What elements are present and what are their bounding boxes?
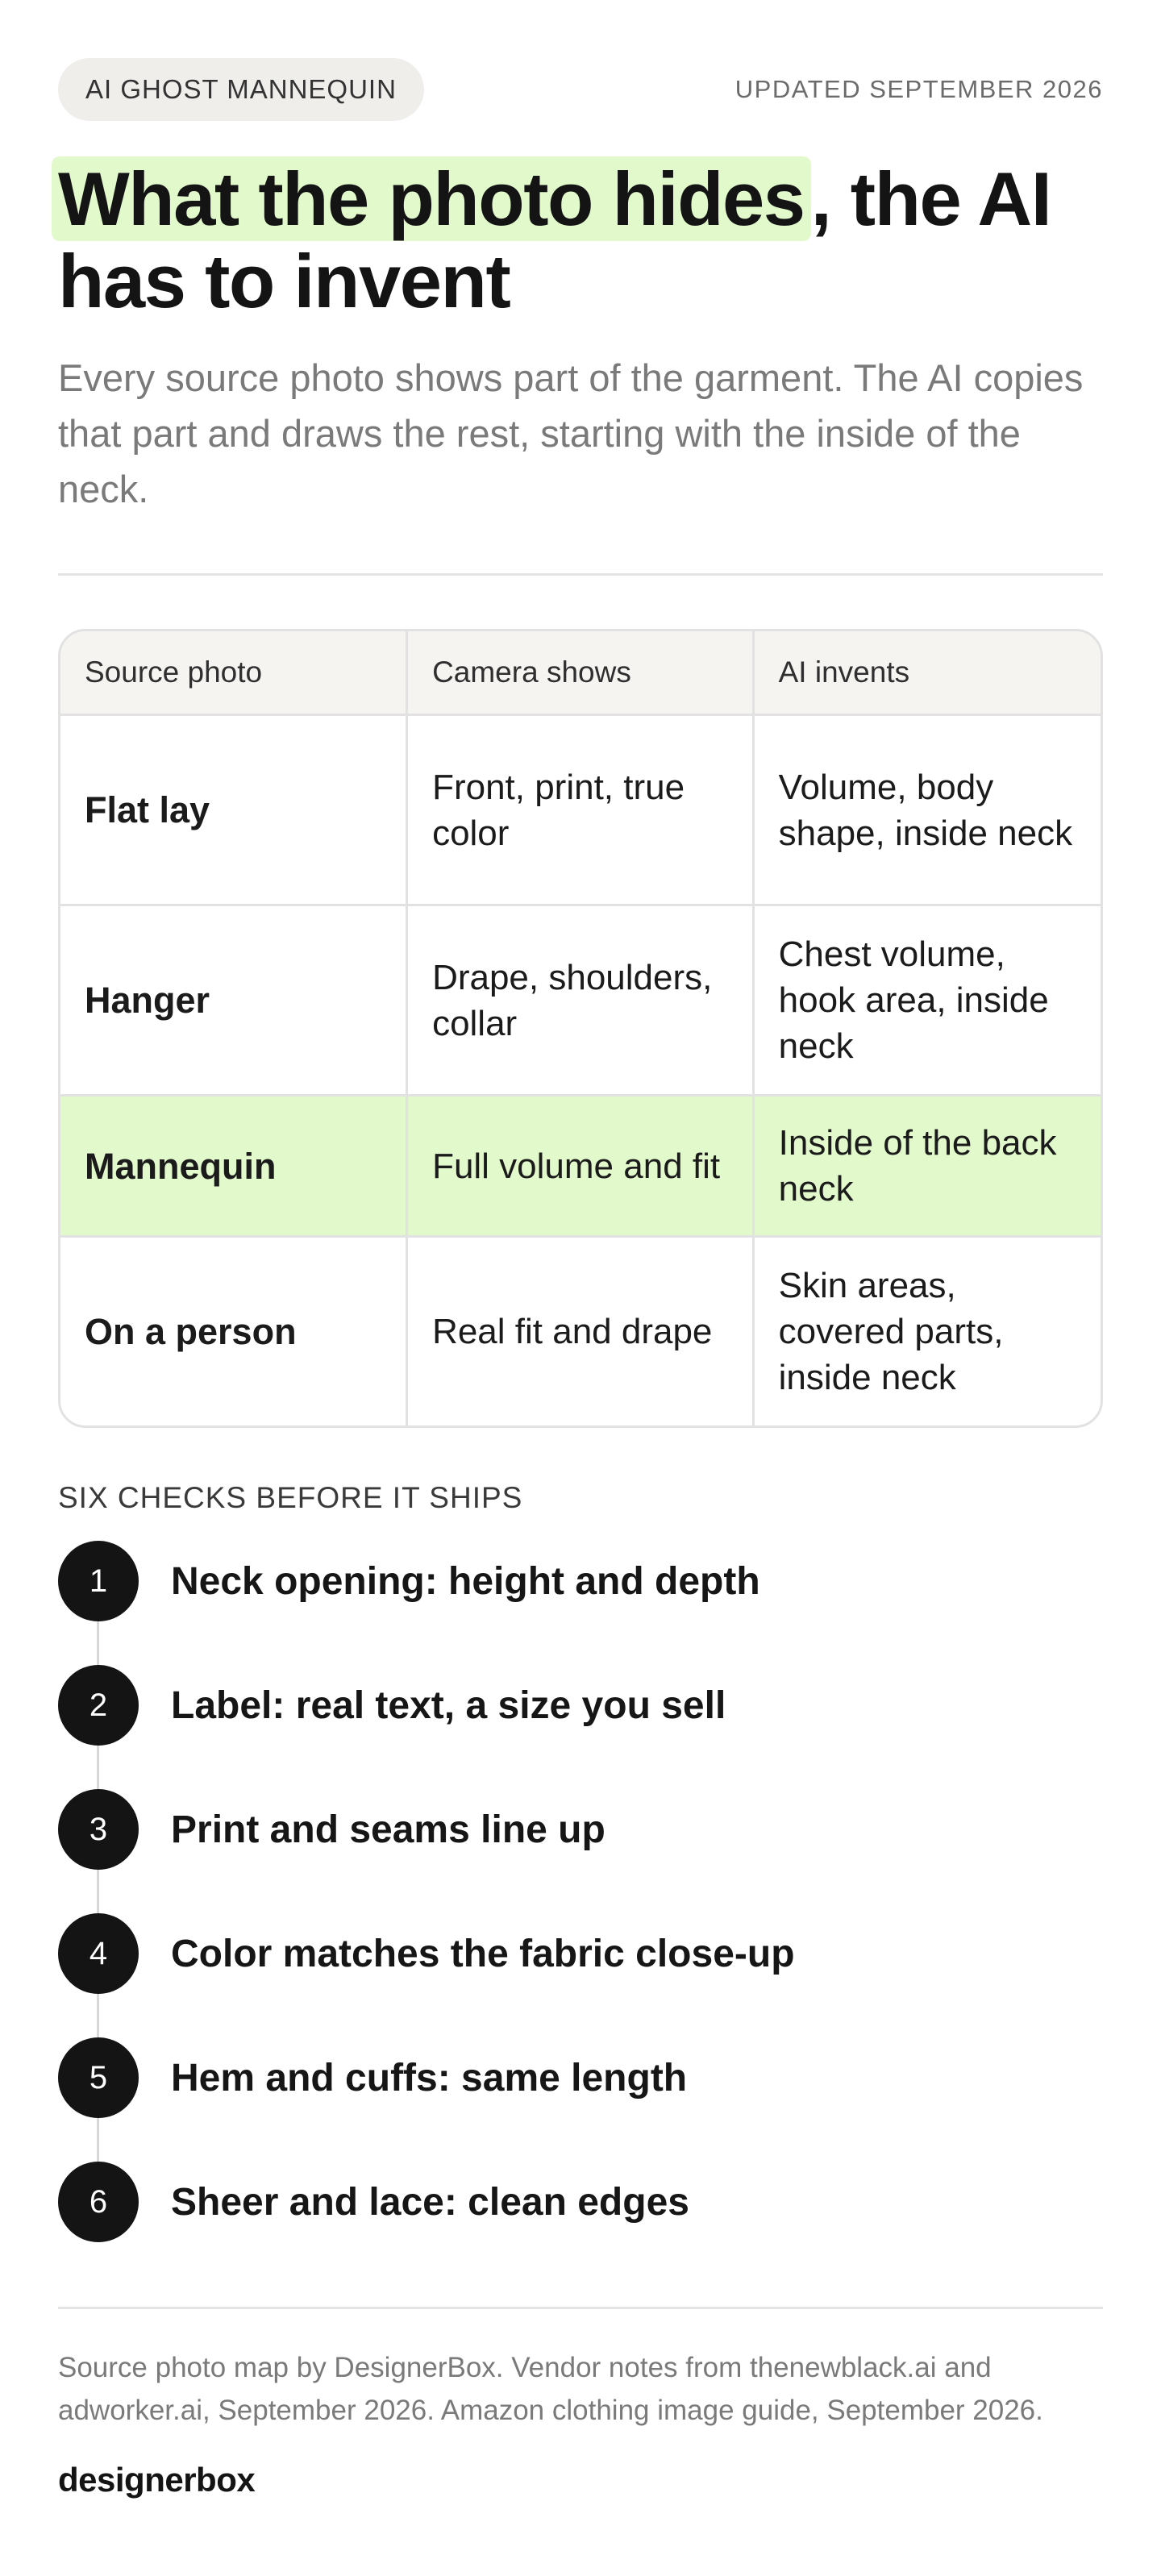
intro-paragraph: Every source photo shows part of the garment. The AI copies that part and draws the rest, starting with the inside of the neck. [58,356,1084,510]
cell-invents: Skin areas, covered parts, inside neck [778,1266,1004,1397]
cell-shows: Drape, shoulders, collar [407,905,754,1096]
check-label: Print and seams line up [171,1808,605,1851]
table-row [60,715,1101,905]
updated-date: UPDATED SEPTEMBER 2026 [734,75,1103,103]
table-row [60,1237,1101,1426]
cell-source: Flat lay [60,715,407,905]
table-header-row [60,631,1101,715]
top-bar [58,58,1103,121]
list-item [58,1541,1103,1621]
column-header-source: Source photo [60,631,407,715]
checks-list [58,1541,1103,2242]
step-number-badge: 6 [58,2162,139,2242]
cell-invents: Chest volume, hook area, inside neck [753,905,1101,1096]
table-row-highlighted [60,1096,1101,1237]
source-notes: Source photo map by DesignerBox. Vendor notes from thenewblack.ai and adworker.ai, September 2026. Amazon clothing image guide, September 2026. [58,2352,1043,2426]
table-row [60,905,1101,1096]
source-photo-table [58,629,1103,1428]
checks-heading: SIX CHECKS BEFORE IT SHIPS [58,1481,523,1514]
list-item [58,1789,1103,1870]
cell-shows: Full volume and fit [407,1096,754,1237]
page-title [58,158,1103,323]
step-number-badge: 1 [58,1541,139,1621]
cell-invents: Inside of the back neck [753,1096,1101,1237]
step-number-badge: 2 [58,1665,139,1746]
step-number-badge: 4 [58,1913,139,1994]
cell-invents: Volume, body shape, inside neck [753,715,1101,905]
cell-source: Mannequin [60,1096,407,1237]
step-number-badge: 5 [58,2037,139,2118]
check-label: Neck opening: height and depth [171,1559,760,1603]
cell-shows: Real fit and drape [407,1237,754,1426]
list-item [58,2162,1103,2242]
check-label: Color matches the fabric close-up [171,1932,795,1975]
divider [58,573,1103,576]
category-tag: AI GHOST MANNEQUIN [58,58,424,121]
cell-source: On a person [60,1237,407,1426]
list-item [58,2037,1103,2118]
column-header-invents: AI invents [753,631,1101,715]
check-label: Sheer and lace: clean edges [171,2180,689,2224]
list-item [58,1665,1103,1746]
cell-source: Hanger [60,905,407,1096]
check-label: Hem and cuffs: same length [171,2056,688,2100]
list-item [58,1913,1103,1994]
step-number-badge: 3 [58,1789,139,1870]
column-header-shows: Camera shows [407,631,754,715]
title-highlight: What the photo hides [52,156,811,241]
check-label: Label: real text, a size you sell [171,1683,726,1727]
cell-shows: Front, print, true color [407,715,754,905]
title-rest: , the AI has to invent [58,156,1051,323]
brand-logo: designerbox [58,2461,256,2499]
divider [58,2307,1103,2309]
